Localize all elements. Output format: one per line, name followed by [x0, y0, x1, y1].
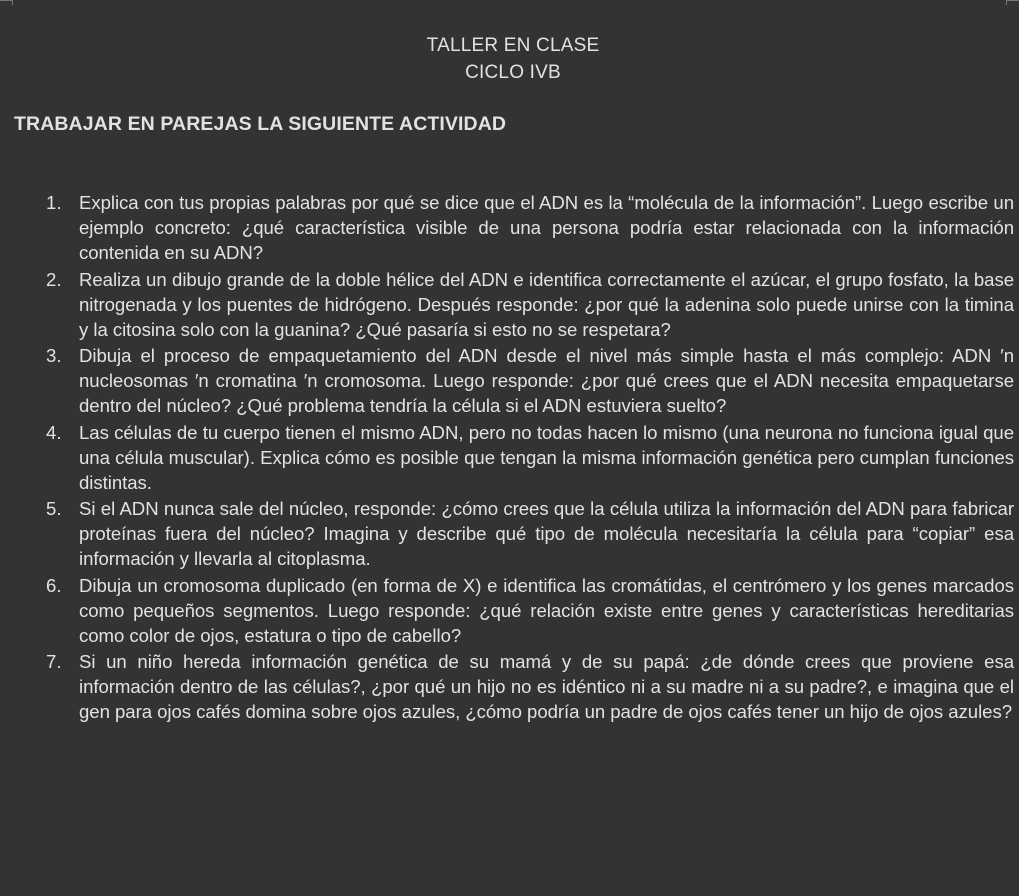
page-corner-mark-left: [0, 0, 13, 5]
question-item-3: [46, 343, 1014, 418]
question-text: Si un niño hereda información genética de su mamá y de su papá: ¿de dónde crees que proviene esa información dentro de las células?, ¿por qué un hijo no es idéntico ni a su madre ni a su padre?, e imagina que el gen para ojos cafés domina sobre ojos azules, ¿cómo podría un padre de ojos cafés tener un hijo de ojos azules?: [79, 651, 1014, 722]
question-item-5: [46, 496, 1014, 571]
instruction-heading: TRABAJAR EN PAREJAS LA SIGUIENTE ACTIVIDAD: [14, 113, 507, 135]
document-subtitle: CICLO IVB: [465, 62, 561, 83]
question-item-1: [46, 190, 1014, 265]
question-number: 2.: [46, 268, 62, 290]
question-number: 3.: [46, 345, 62, 366]
question-item-6: [46, 573, 1014, 648]
question-list: [46, 190, 1014, 726]
question-text: Las células de tu cuerpo tienen el mismo ADN, pero no todas hacen lo mismo (una neurona no funciona igual que una célula muscular). Explica cómo es posible que tengan la misma información genética pero cumplan funciones distintas.: [79, 421, 1014, 493]
question-number: 6.: [46, 574, 62, 596]
question-text: Explica con tus propias palabras por qué se dice que el ADN es la “molécula de la información”. Luego escribe un ejemplo concreto: ¿qué característica visible de una persona podría estar relacionada con la información contenida en su ADN?: [79, 192, 1014, 263]
question-text: Dibuja el proceso de empaquetamiento del ADN desde el nivel más simple hasta el más complejo: ADN ′n nucleosomas ′n cromatina ′n cromosoma. Luego responde: ¿por qué crees que el ADN necesita empaquetarse dentro del núcleo? ¿Qué problema tendría la célula si el ADN estuviera suelto?: [79, 345, 1014, 416]
document-title: TALLER EN CLASE: [426, 35, 600, 56]
question-text: Realiza un dibujo grande de la doble hélice del ADN e identifica correctamente el azúcar, el grupo fosfato, la base nitrogenada y los puentes de hidrógeno. Después responde: ¿por qué la adenina solo puede unirse con la timina y la citosina solo con la guanina? ¿Qué pasaría si esto no se respetara?: [79, 268, 1014, 340]
question-text: Dibuja un cromosoma duplicado (en forma de X) e identifica las cromátidas, el centrómero y los genes marcados como pequeños segmentos. Luego responde: ¿qué relación existe entre genes y características hereditarias como color de ojos, estatura o tipo de cabello?: [79, 574, 1014, 646]
question-item-4: [46, 420, 1014, 495]
question-number: 4.: [46, 421, 62, 443]
question-number: 7.: [46, 651, 62, 672]
question-item-2: [46, 267, 1014, 342]
question-text: Si el ADN nunca sale del núcleo, responde: ¿cómo crees que la célula utiliza la información del ADN para fabricar proteínas fuera del núcleo? Imagina y describe qué tipo de molécula necesitaría la célula para “copiar” esa información y llevarla al citoplasma.: [79, 498, 1014, 569]
question-number: 5.: [46, 498, 62, 519]
question-number: 1.: [46, 192, 62, 213]
question-item-7: [46, 649, 1014, 724]
page-corner-mark-right: [1006, 0, 1019, 5]
